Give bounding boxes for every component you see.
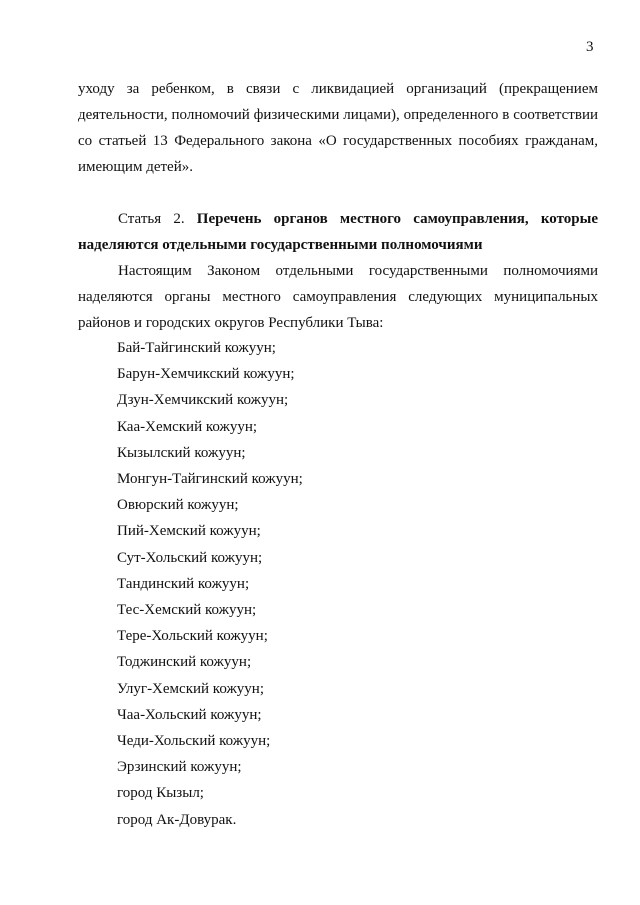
article-heading: [78, 206, 598, 258]
list-item: Чаа-Хольский кожуун;: [117, 706, 262, 723]
list-item: Эрзинский кожуун;: [117, 759, 242, 776]
list-item: Овюрский кожуун;: [117, 497, 239, 514]
list-item: город Кызыл;: [117, 785, 204, 802]
list-item: Улуг-Хемский кожуун;: [117, 680, 265, 697]
list-item: Тере-Хольский кожуун;: [117, 628, 268, 645]
list-item: Дзун-Хемчикский кожуун;: [117, 392, 289, 409]
list-item: Барун-Хемчикский кожуун;: [117, 366, 295, 383]
article-label: Статья 2.: [118, 211, 185, 227]
article-title: Перечень органов местного самоуправления, которые наделяются отдельными государственными полномочиями: [78, 211, 598, 253]
continuation-paragraph: уходу за ребенком, в связи с ликвидацией организаций (прекращением деятельности, полномочий физическими лицами), определенного в соответствии со статьей 13 Федерального закона «О государственных пособиях гражданам, имеющим детей».: [78, 81, 598, 175]
list-item: Тес-Хемский кожуун;: [117, 602, 257, 619]
list-item: Чеди-Хольский кожуун;: [117, 733, 271, 750]
list-item: Сут-Хольский кожуун;: [117, 549, 263, 566]
list-item: Бай-Тайгинский кожуун;: [117, 340, 276, 356]
list-item: город Ак-Довурак.: [117, 811, 237, 828]
list-item: Пий-Хемский кожуун;: [117, 523, 261, 540]
article-body-paragraph: Настоящим Законом отдельными государственными полномочиями наделяются органы местного самоуправления следующих муниципальных районов и городских округов Республики Тыва:: [78, 263, 598, 331]
list-item: Монгун-Тайгинский кожуун;: [117, 471, 303, 488]
municipality-list: [117, 335, 303, 833]
list-item: Тандинский кожуун;: [117, 575, 250, 592]
list-item: Тоджинский кожуун;: [117, 654, 252, 671]
list-item: Кызылский кожуун;: [117, 444, 246, 461]
list-item: Каа-Хемский кожуун;: [117, 418, 258, 435]
page-number: 3: [586, 39, 594, 55]
